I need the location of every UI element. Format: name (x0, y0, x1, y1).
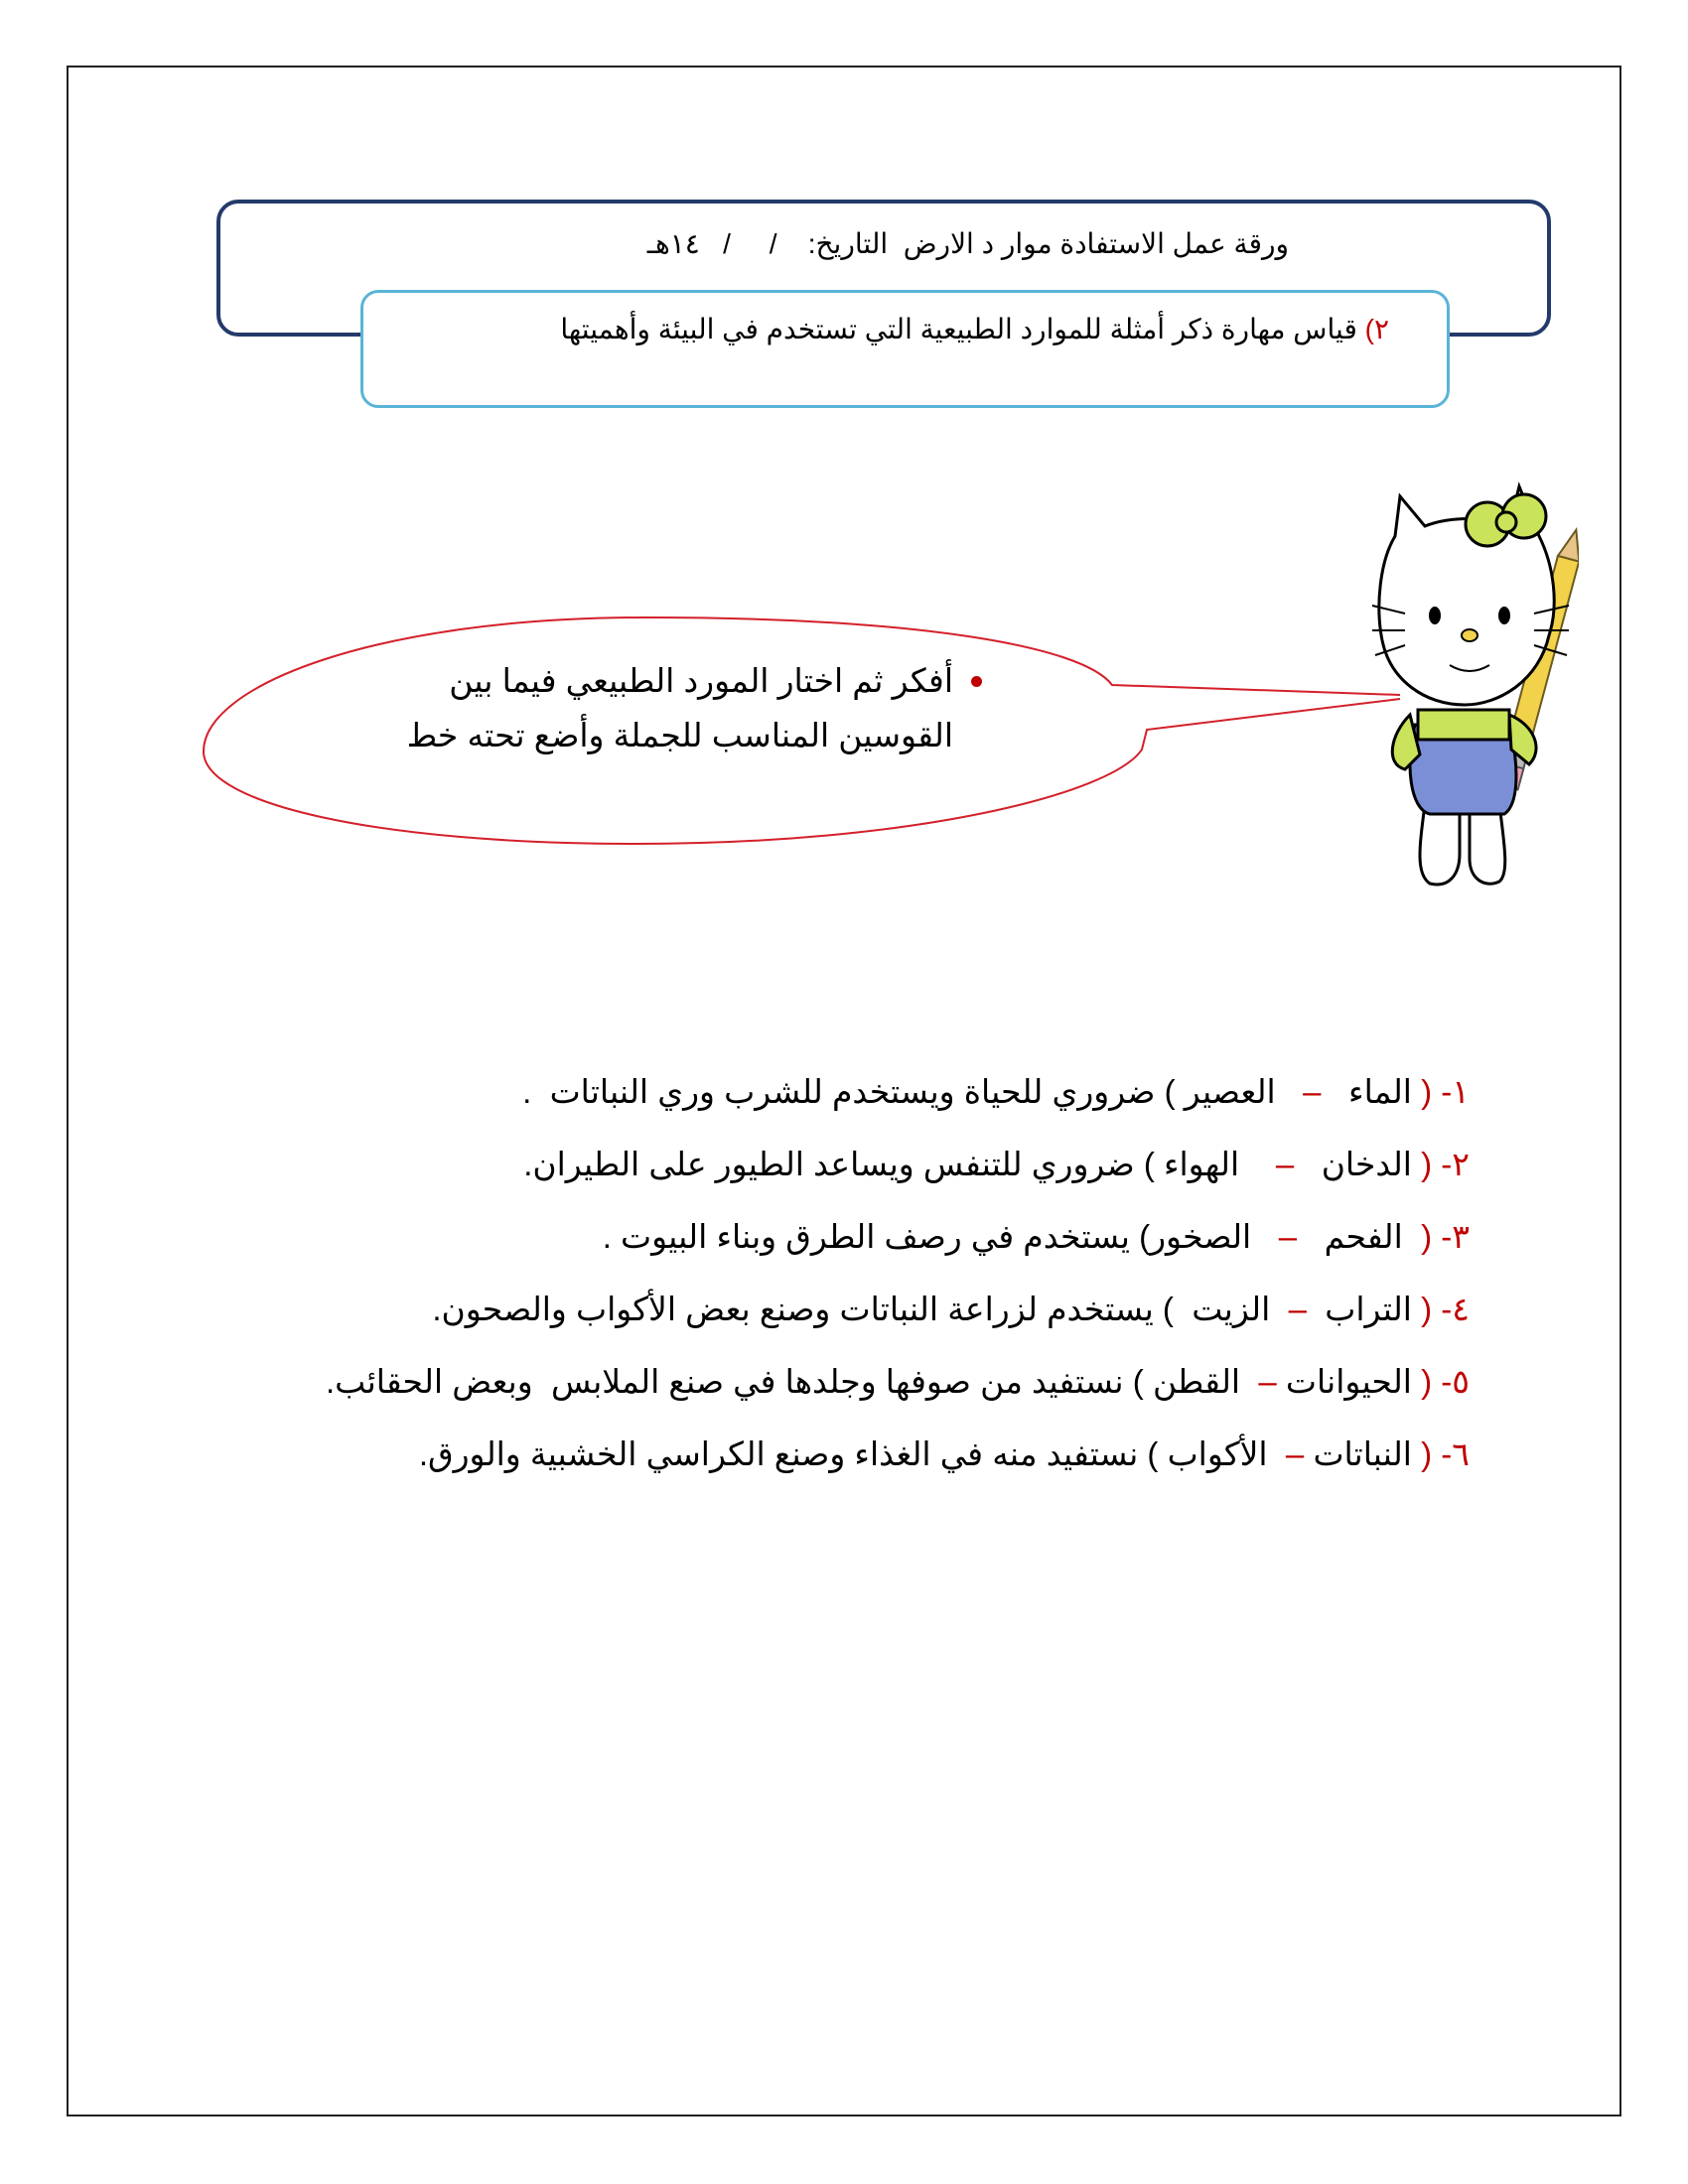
option-separator: – (1249, 1363, 1286, 1400)
option-2: القطن ) (1132, 1363, 1250, 1400)
option-1: الدخان (1303, 1146, 1422, 1182)
question-number: ١- ( (1421, 1073, 1470, 1110)
question-number: ٣- ( (1421, 1218, 1470, 1255)
question-4 (179, 1285, 1470, 1357)
question-1 (179, 1067, 1470, 1140)
worksheet-title: ورقة عمل الاستفادة موار د الارض التاريخ: / / ١٤هـ (646, 228, 1289, 259)
option-1: الماء (1330, 1073, 1422, 1110)
question-text: يستخدم لزراعة النباتات وصنع بعض الأكواب والصحون. (432, 1291, 1163, 1327)
question-6 (179, 1430, 1470, 1502)
option-1: النباتات (1313, 1435, 1422, 1472)
question-text: نستفيد من صوفها وجلدها في صنع الملابس وبعض الحقائب. (326, 1363, 1133, 1400)
instruction-line-1: أفكر ثم اختار المورد الطبيعي فيما بين (449, 662, 953, 699)
question-number: ٤- ( (1421, 1291, 1470, 1327)
questions-list (179, 1067, 1470, 1502)
kitty-with-pencil-icon (1370, 467, 1579, 903)
instruction-text (377, 653, 953, 762)
bullet-icon (971, 676, 982, 687)
skill-text: قياس مهارة ذكر أمثلة للموارد الطبيعية التي تستخدم في البيئة وأهميتها (560, 314, 1365, 344)
option-2: العصير ) (1164, 1073, 1295, 1110)
instruction-line-2: القوسين المناسب للجملة وأضع تحته خط (406, 717, 953, 753)
option-2: الصخور) (1139, 1218, 1270, 1255)
option-separator: – (1279, 1291, 1317, 1327)
question-text: ضروري للتنفس ويساعد الطيور على الطيران. (523, 1146, 1144, 1182)
question-3 (179, 1212, 1470, 1285)
question-text: نستفيد منه في الغذاء وصنع الكراسي الخشبية والورق. (418, 1435, 1148, 1472)
option-separator: – (1266, 1146, 1304, 1182)
question-number: ٢- ( (1421, 1146, 1470, 1182)
option-1: الفحم (1306, 1218, 1422, 1255)
option-2: الأكواب ) (1147, 1435, 1277, 1472)
option-2: الهواء ) (1143, 1146, 1267, 1182)
skill-number: ٢) (1364, 314, 1389, 344)
question-text: ضروري للحياة ويستخدم للشرب وري النباتات . (522, 1073, 1165, 1110)
option-separator: – (1269, 1218, 1307, 1255)
question-2 (179, 1140, 1470, 1212)
question-number: ٥- ( (1421, 1363, 1470, 1400)
option-1: التراب (1316, 1291, 1422, 1327)
question-number: ٦- ( (1421, 1435, 1470, 1472)
option-separator: – (1294, 1073, 1331, 1110)
option-1: الحيوانات (1285, 1363, 1422, 1400)
option-separator: – (1276, 1435, 1314, 1472)
question-5 (179, 1357, 1470, 1430)
option-2: الزيت ) (1162, 1291, 1280, 1327)
question-text: يستخدم في رصف الطرق وبناء البيوت . (602, 1218, 1140, 1255)
